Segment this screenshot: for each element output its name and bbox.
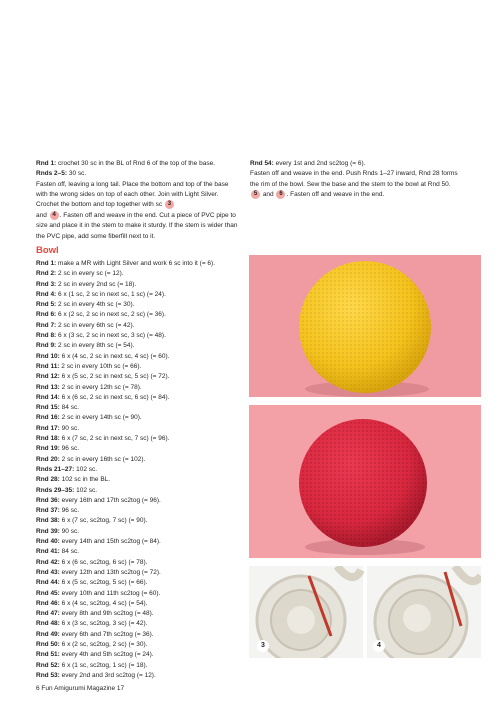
step-label-4: 4 bbox=[373, 640, 385, 652]
round-text: 2 sc in every 2nd sc (= 18). bbox=[58, 280, 137, 288]
round-label: Rnd 6: bbox=[36, 311, 57, 319]
round-text: 2 sc in every 16th sc (= 102). bbox=[61, 455, 146, 463]
bowl-round-line bbox=[36, 444, 241, 454]
bowl-round-line bbox=[36, 362, 241, 372]
round-label: Rnd 46: bbox=[36, 599, 60, 607]
round-text: every 12th and 13th sc2tog (= 72). bbox=[61, 568, 161, 576]
round-label: Rnd 4: bbox=[36, 290, 57, 298]
right-intro-text bbox=[250, 159, 462, 200]
photo-steps-3-4 bbox=[249, 566, 481, 658]
round-text: 102 sc in the BL. bbox=[61, 476, 111, 484]
bowl-round-line bbox=[36, 568, 241, 578]
section-title-bowl: Bowl bbox=[36, 245, 59, 256]
bowl-round-line bbox=[36, 403, 241, 413]
bowl-round-line bbox=[36, 661, 241, 671]
round-label: Rnd 47: bbox=[36, 610, 60, 618]
round-text: 6 x (2 sc, sc2tog, 2 sc) (= 30). bbox=[61, 640, 148, 648]
bowl-round-line bbox=[36, 516, 241, 526]
round-label: Rnd 5: bbox=[36, 301, 57, 309]
bowl-round-line bbox=[36, 383, 241, 393]
bowl-round-line bbox=[36, 547, 241, 557]
round-label: Rnd 10: bbox=[36, 352, 60, 360]
step-badge-6: 6 bbox=[276, 190, 285, 199]
round-text: 6 x (1 sc, 2 sc in next sc, 1 sc) (= 24). bbox=[58, 290, 166, 298]
round-label: Rnd 14: bbox=[36, 393, 60, 401]
round-label: Rnd 28: bbox=[36, 476, 60, 484]
bowl-round-line bbox=[36, 259, 241, 269]
round-text: 6 x (4 sc, sc2tog, 4 sc) (= 54). bbox=[61, 599, 148, 607]
round-text: every 16th and 17th sc2tog (= 96). bbox=[61, 496, 161, 504]
round-text: 6 x (3 sc, 2 sc in next sc, 3 sc) (= 48). bbox=[58, 332, 166, 340]
bowl-round-line bbox=[36, 269, 241, 279]
round-text: 96 sc. bbox=[61, 445, 79, 453]
round-label: Rnd 36: bbox=[36, 496, 60, 504]
red-ball-image bbox=[249, 405, 481, 558]
step-badge-4: 4 bbox=[50, 211, 59, 220]
round-label: Rnd 15: bbox=[36, 404, 60, 412]
bowl-round-line bbox=[36, 619, 241, 629]
page-footer: 6 Fun Amigurumi Magazine 17 bbox=[36, 685, 125, 692]
round-label: Rnd 53: bbox=[36, 671, 60, 679]
round-text: 6 x (2 sc, 2 sc in next sc, 2 sc) (= 36). bbox=[58, 311, 166, 319]
round-label: Rnd 45: bbox=[36, 589, 60, 597]
round-label: Rnd 7: bbox=[36, 321, 57, 329]
round-text: 6 x (6 sc, 2 sc in next sc, 6 sc) (= 84). bbox=[61, 393, 170, 401]
round-text: 2 sc in every 8th sc (= 54). bbox=[58, 342, 135, 350]
left-intro-text bbox=[36, 159, 241, 242]
round-label: Rnd 8: bbox=[36, 332, 57, 340]
step-label-3: 3 bbox=[257, 640, 269, 652]
rnds2-5-line: Rnds 2–5: 30 sc. bbox=[36, 170, 87, 178]
bowl-round-line bbox=[36, 455, 241, 465]
round-label: Rnd 38: bbox=[36, 517, 60, 525]
round-label: Rnd 17: bbox=[36, 424, 60, 432]
round-label: Rnd 49: bbox=[36, 630, 60, 638]
fasten-paragraph: Fasten off, leaving a long tail. Place the bottom and top of the base with the wrong sides on top of each other. Join with Light Silver. Crochet the bottom and top together with sc 3 and 4 . Fasten off and weave in the end. Cut a piece of PVC pipe to size and place it in the stem to make it sturdy. If the stem is wider than the PVC pipe, add some fiberfill next to it. bbox=[36, 180, 238, 240]
round-text: 2 sc in every 14th sc (= 90). bbox=[61, 414, 142, 422]
bowl-rounds-list bbox=[36, 259, 241, 681]
round-label: Rnd 9: bbox=[36, 342, 57, 350]
round-text: 6 x (5 sc, 2 sc in next sc, 5 sc) (= 72). bbox=[61, 373, 170, 381]
bowl-round-line bbox=[36, 300, 241, 310]
round-text: every 8th and 9th sc2tog (= 48). bbox=[61, 610, 154, 618]
round-label: Rnd 51: bbox=[36, 651, 60, 659]
bowl-round-line bbox=[36, 434, 241, 444]
bowl-round-line bbox=[36, 650, 241, 660]
round-text: 84 sc. bbox=[61, 404, 79, 412]
round-text: 6 x (7 sc, sc2tog, 7 sc) (= 90). bbox=[61, 517, 148, 525]
round-text: 102 sc. bbox=[76, 486, 98, 494]
bowl-round-line bbox=[36, 424, 241, 434]
round-text: 96 sc. bbox=[61, 507, 79, 515]
finish-paragraph: Fasten off and weave in the end. Push Rnds 1–27 inward, Rnd 28 forms the rim of the bowl. Sew the base and the stem to the bowl at Rnd 50. 5 and 6 . Fasten off and weave in the end. bbox=[250, 170, 458, 199]
rnd1-line: Rnd 1: crochet 30 sc in the BL of Rnd 6 of the top of the base. bbox=[36, 160, 215, 167]
round-label: Rnd 1: bbox=[36, 260, 57, 267]
bowl-round-line bbox=[36, 290, 241, 300]
round-label: Rnd 16: bbox=[36, 414, 60, 422]
bowl-round-line bbox=[36, 465, 241, 475]
round-label: Rnd 50: bbox=[36, 640, 60, 648]
round-text: every 4th and 5th sc2tog (= 24). bbox=[61, 651, 154, 659]
round-text: 6 x (5 sc, sc2tog, 5 sc) (= 66). bbox=[61, 579, 148, 587]
round-text: 2 sc in every 10th sc (= 66). bbox=[61, 362, 142, 370]
round-label: Rnd 20: bbox=[36, 455, 60, 463]
round-text: 6 x (7 sc, 2 sc in next sc, 7 sc) (= 96). bbox=[61, 435, 170, 443]
round-text: 2 sc in every sc (= 12). bbox=[58, 270, 124, 278]
round-label: Rnd 41: bbox=[36, 548, 60, 556]
round-text: 90 sc. bbox=[61, 424, 79, 432]
round-text: 6 x (6 sc, sc2tog, 6 sc) (= 78). bbox=[61, 558, 148, 566]
round-label: Rnd 2: bbox=[36, 270, 57, 278]
bowl-round-line bbox=[36, 671, 241, 681]
bowl-round-line bbox=[36, 341, 241, 351]
round-text: 6 x (1 sc, sc2tog, 1 sc) (= 18). bbox=[61, 661, 148, 669]
round-label: Rnd 19: bbox=[36, 445, 60, 453]
round-label: Rnd 43: bbox=[36, 568, 60, 576]
round-text: 6 x (3 sc, sc2tog, 3 sc) (= 42). bbox=[61, 620, 148, 628]
round-text: 2 sc in every 12th sc (= 78). bbox=[61, 383, 142, 391]
round-label: Rnd 3: bbox=[36, 280, 57, 288]
bowl-round-line bbox=[36, 589, 241, 599]
bowl-round-line bbox=[36, 413, 241, 423]
round-text: 2 sc in every 4th sc (= 30). bbox=[58, 301, 135, 309]
bowl-round-line bbox=[36, 331, 241, 341]
bowl-round-line bbox=[36, 352, 241, 362]
round-label: Rnd 13: bbox=[36, 383, 60, 391]
bowl-round-line bbox=[36, 630, 241, 640]
bowl-round-line bbox=[36, 640, 241, 650]
round-label: Rnd 52: bbox=[36, 661, 60, 669]
bowl-round-line bbox=[36, 321, 241, 331]
round-text: make a MR with Light Silver and work 6 sc into it (= 6). bbox=[58, 260, 216, 267]
bowl-round-line bbox=[36, 475, 241, 485]
rnd54-line: Rnd 54: every 1st and 2nd sc2tog (= 6). bbox=[250, 160, 366, 167]
photo-yellow-ball bbox=[249, 255, 481, 397]
bowl-round-line bbox=[36, 558, 241, 568]
round-label: Rnd 18: bbox=[36, 435, 60, 443]
round-label: Rnd 44: bbox=[36, 579, 60, 587]
step-badge-5: 5 bbox=[251, 190, 260, 199]
round-text: every 10th and 11th sc2tog (= 60). bbox=[61, 589, 161, 597]
step-badge-3: 3 bbox=[165, 200, 174, 209]
round-text: 102 sc. bbox=[76, 465, 98, 473]
bowl-round-line bbox=[36, 527, 241, 537]
round-text: every 6th and 7th sc2tog (= 36). bbox=[61, 630, 154, 638]
round-text: every 14th and 15th sc2tog (= 84). bbox=[61, 538, 161, 546]
round-label: Rnd 48: bbox=[36, 620, 60, 628]
bowl-round-line bbox=[36, 393, 241, 403]
round-label: Rnd 37: bbox=[36, 507, 60, 515]
round-label: Rnds 29–35: bbox=[36, 486, 75, 494]
bowl-round-line bbox=[36, 496, 241, 506]
bowl-round-line bbox=[36, 372, 241, 382]
bowl-round-line bbox=[36, 609, 241, 619]
bowl-round-line bbox=[36, 486, 241, 496]
round-text: 6 x (4 sc, 2 sc in next sc, 4 sc) (= 60). bbox=[61, 352, 170, 360]
round-label: Rnds 21–27: bbox=[36, 465, 75, 473]
round-text: every 2nd and 3rd sc2tog (= 12). bbox=[61, 671, 156, 679]
round-label: Rnd 40: bbox=[36, 538, 60, 546]
bowl-round-line bbox=[36, 506, 241, 516]
round-text: 2 sc in every 6th sc (= 42). bbox=[58, 321, 135, 329]
bowl-round-line bbox=[36, 578, 241, 588]
bowl-steps-image bbox=[249, 566, 481, 658]
round-label: Rnd 11: bbox=[36, 362, 60, 370]
bowl-round-line bbox=[36, 537, 241, 547]
round-label: Rnd 39: bbox=[36, 527, 60, 535]
round-text: 84 sc. bbox=[61, 548, 79, 556]
yellow-ball-image bbox=[249, 255, 481, 397]
round-label: Rnd 12: bbox=[36, 373, 60, 381]
bowl-round-line bbox=[36, 310, 241, 320]
round-label: Rnd 42: bbox=[36, 558, 60, 566]
bowl-round-line bbox=[36, 599, 241, 609]
round-text: 90 sc. bbox=[61, 527, 79, 535]
bowl-round-line bbox=[36, 280, 241, 290]
photo-red-ball bbox=[249, 405, 481, 558]
